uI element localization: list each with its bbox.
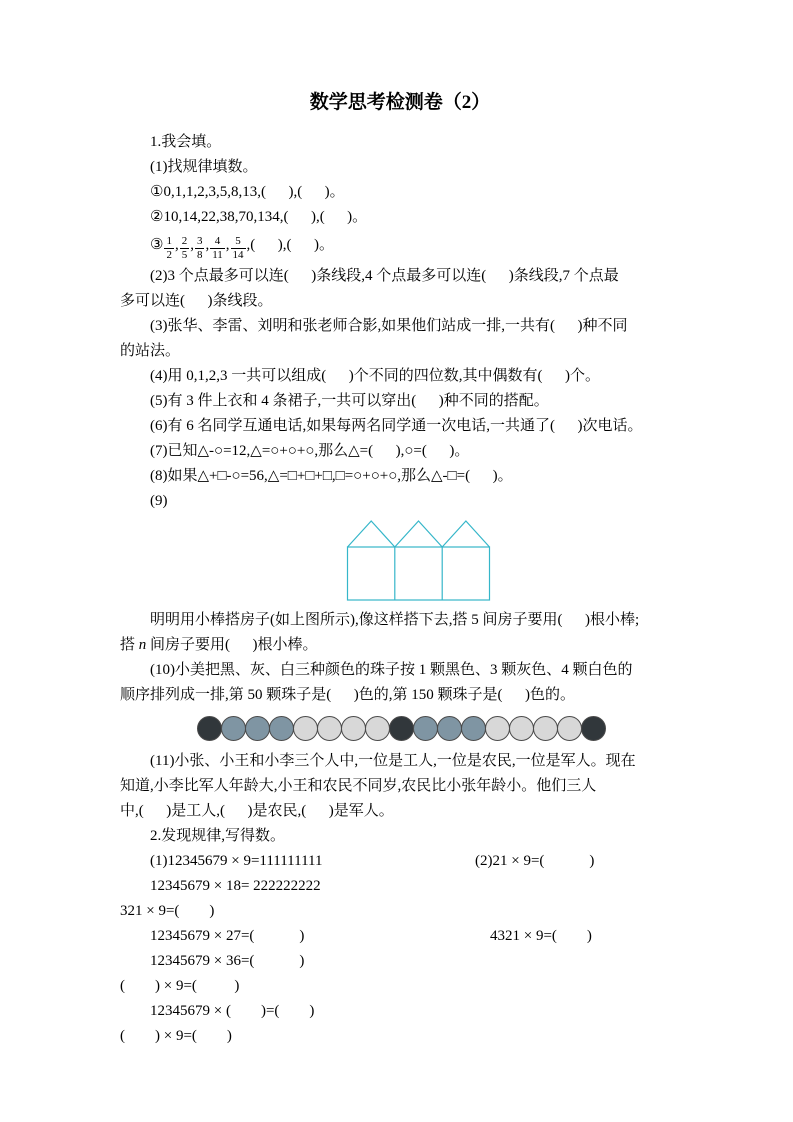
pattern-row-6-left: ( ) × 9=( ) <box>120 978 240 994</box>
fraction: $\frac{5}{14}$ <box>232 235 244 261</box>
question-1-seq1: ①0,1,1,2,3,5,8,13,( ),( )。 <box>150 184 345 200</box>
question-11-line3: 中,( )是工人,( )是农民,( )是军人。 <box>120 803 394 819</box>
question-10-line2: 顺序排列成一排,第 50 颗珠子是( )色的,第 150 颗珠子是( )色的。 <box>120 687 575 703</box>
question-2-line2: 多可以连( )条线段。 <box>120 293 273 309</box>
pattern-row-6 <box>120 974 680 999</box>
question-1-seq2: ②10,14,22,38,70,134,( ),( )。 <box>150 209 368 225</box>
bead-white <box>509 716 534 741</box>
beads-figure <box>198 715 680 742</box>
pattern-row-7 <box>120 999 680 1024</box>
section1-heading: 1.我会填。 <box>150 134 222 150</box>
question-1-seq3 <box>120 230 680 264</box>
question-1-intro: (1)找规律填数。 <box>150 159 258 175</box>
bead-white <box>485 716 510 741</box>
bead-gray <box>221 716 246 741</box>
fraction-separator: , <box>174 237 179 253</box>
fraction-separator: , <box>225 237 230 253</box>
fraction-separator: , <box>190 237 194 253</box>
bead-gray <box>413 716 438 741</box>
stick-houses-drawing <box>346 518 491 602</box>
pattern-row-3-left: 321 × 9=( ) <box>120 903 215 919</box>
question-10-line1: (10)小美把黑、灰、白三种颜色的珠子按 1 颗黑色、3 颗灰色、4 颗白色的 <box>150 662 633 678</box>
pattern-row-1-right: (2)21 × 9=( ) <box>475 853 595 869</box>
bead-black <box>389 716 414 741</box>
bead-white <box>533 716 558 741</box>
pattern-row-2 <box>120 874 680 899</box>
pattern-row-1-left: (1)12345679 × 9=111111111 <box>150 853 323 869</box>
bead-white <box>365 716 390 741</box>
pattern-row-5 <box>120 949 680 974</box>
bead-white <box>557 716 582 741</box>
page-title: 数学思考检测卷（2） <box>309 92 491 113</box>
question-8: (8)如果△+□-○=56,△=□+□+□,□=○+○+○,那么△-□=( )。 <box>150 468 513 484</box>
question-9-label: (9) <box>150 493 168 509</box>
bead-gray <box>437 716 462 741</box>
fraction-separator: , <box>205 237 210 253</box>
fraction: $\frac{2}{5}$ <box>181 235 188 261</box>
bead-white <box>341 716 366 741</box>
pattern-row-8-left: ( ) × 9=( ) <box>120 1028 232 1044</box>
bead-black <box>197 716 222 741</box>
variable-n: n <box>138 637 147 653</box>
bead-black <box>581 716 606 741</box>
question-7: (7)已知△-○=12,△=○+○+○,那么△=( ),○=( )。 <box>150 443 470 459</box>
fraction: $\frac{3}{8}$ <box>196 235 203 261</box>
pattern-row-2-left: 12345679 × 18= 222222222 <box>150 878 321 894</box>
pattern-row-4-right: 4321 × 9=( ) <box>490 928 592 944</box>
pattern-row-7-left: 12345679 × ( )=( ) <box>150 1003 315 1019</box>
question-11-line1: (11)小张、小王和小李三个人中,一位是工人,一位是农民,一位是军人。现在 <box>150 753 636 769</box>
pattern-row-4 <box>120 924 680 949</box>
question-3-line1: (3)张华、李雷、刘明和张老师合影,如果他们站成一排,一共有( )种不同 <box>150 318 628 334</box>
fraction: $\frac{4}{11}$ <box>212 235 223 261</box>
pattern-row-5-left: 12345679 × 36=( ) <box>150 953 305 969</box>
seq3-prefix: ③ <box>150 237 164 253</box>
bead-gray <box>461 716 486 741</box>
stick-houses-figure <box>346 518 680 604</box>
bead-gray <box>245 716 270 741</box>
question-11-line2: 知道,小李比军人年龄大,小王和农民不同岁,农民比小张年龄小。他们三人 <box>120 778 597 794</box>
bead-white <box>317 716 342 741</box>
seq3-suffix: ,( ),( )。 <box>246 237 335 253</box>
worksheet-content <box>120 88 680 1049</box>
q9-line2-suffix: 间房子要用( )根小棒。 <box>146 637 318 653</box>
question-9-line2 <box>120 633 680 658</box>
question-9-line1: 明明用小棒搭房子(如上图所示),像这样搭下去,搭 5 间房子要用( )根小棒; <box>150 612 640 628</box>
bead-gray <box>269 716 294 741</box>
question-2-line1: (2)3 个点最多可以连( )条线段,4 个点最多可以连( )条线段,7 个点最 <box>150 268 619 284</box>
question-5: (5)有 3 件上衣和 4 条裙子,一共可以穿出( )种不同的搭配。 <box>150 393 549 409</box>
pattern-row-1 <box>120 849 680 874</box>
section2-heading: 2.发现规律,写得数。 <box>150 828 286 844</box>
question-3-line2: 的站法。 <box>120 343 181 359</box>
bead-white <box>293 716 318 741</box>
q9-line2-prefix: 搭 <box>120 637 139 653</box>
pattern-row-8 <box>120 1024 680 1049</box>
question-4: (4)用 0,1,2,3 一共可以组成( )个不同的四位数,其中偶数有( )个。 <box>150 368 600 384</box>
pattern-row-4-left: 12345679 × 27=( ) <box>150 928 305 944</box>
question-6: (6)有 6 名同学互通电话,如果每两名同学通一次电话,一共通了( )次电话。 <box>150 418 643 434</box>
fraction-sequence <box>163 235 246 261</box>
pattern-row-3 <box>120 899 680 924</box>
fraction: $\frac{1}{2}$ <box>166 235 172 261</box>
